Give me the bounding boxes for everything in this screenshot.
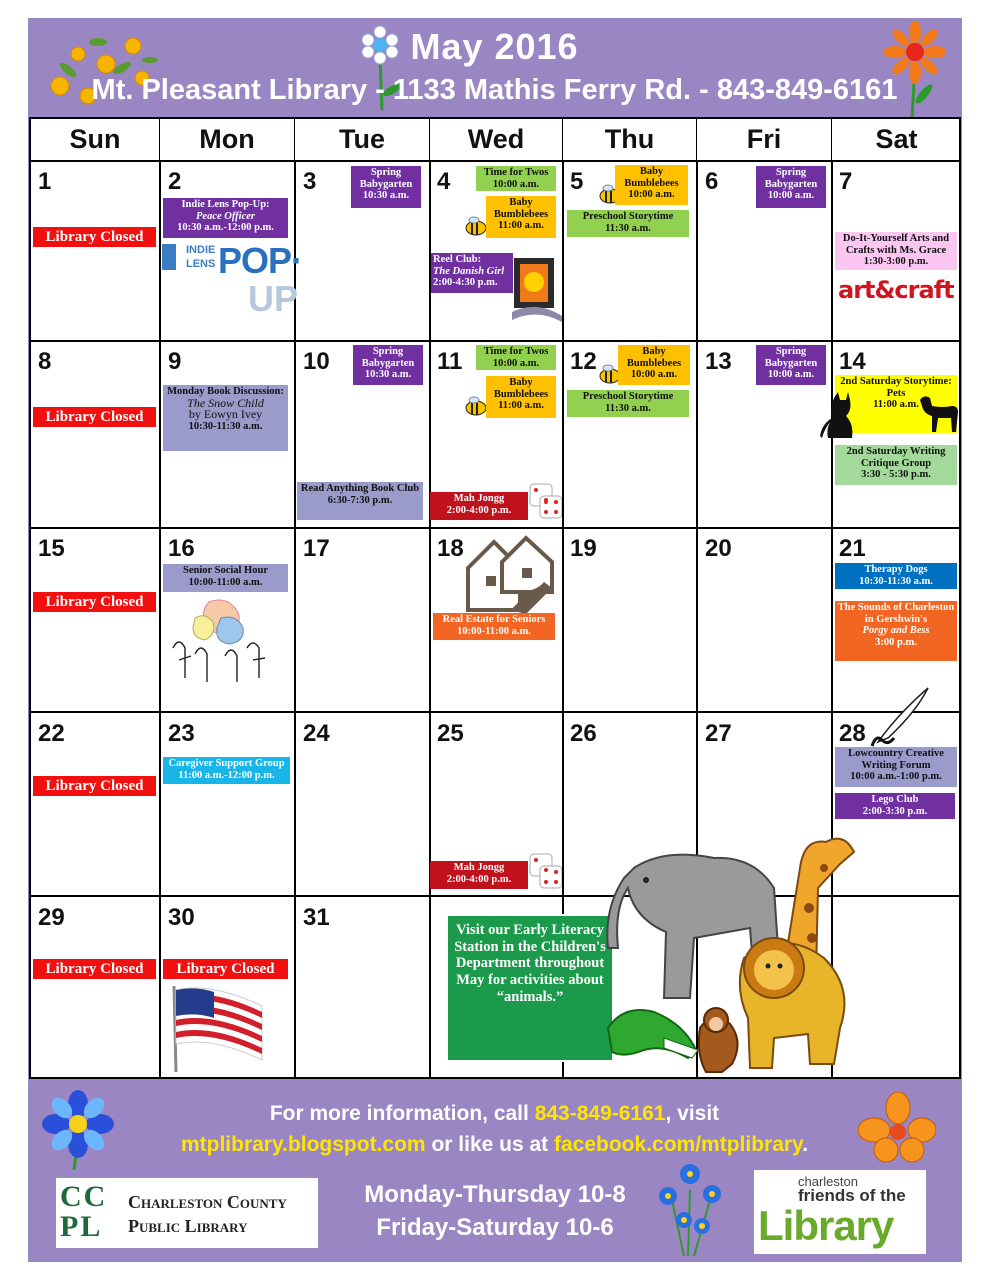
weekday-header bbox=[31, 119, 959, 162]
event-time: 1:30-3:00 p.m. bbox=[863, 256, 929, 267]
event-time: 6:30-7:30 p.m. bbox=[327, 494, 393, 506]
hours-weekend: Friday-Saturday 10-6 bbox=[376, 1214, 614, 1241]
event-mah-jongg bbox=[430, 492, 528, 520]
art-craft-logo: art&craft bbox=[838, 276, 954, 304]
event-title: Real Estate for Seniors bbox=[442, 614, 546, 625]
event-caregiver-support bbox=[163, 757, 290, 784]
event-title: Spring Babygarten bbox=[361, 346, 415, 369]
grid-line bbox=[429, 160, 431, 1079]
weekday-sun: Sun bbox=[31, 119, 160, 160]
event-time: 10:00 a.m. bbox=[492, 178, 540, 190]
event-time: 11:00 a.m.-12:00 p.m. bbox=[178, 769, 275, 781]
event-time: 11:00 a.m. bbox=[873, 399, 919, 410]
event-title: Spring Babygarten bbox=[359, 167, 413, 190]
info-text: or like us at bbox=[425, 1133, 554, 1156]
ccpl-mark: CCPL bbox=[60, 1180, 108, 1243]
event-title: Therapy Dogs bbox=[864, 564, 928, 575]
grid-line bbox=[159, 160, 161, 1079]
event-title: Baby Bumblebees bbox=[493, 377, 549, 400]
event-film: The Danish Girl bbox=[433, 265, 505, 277]
event-time: 10:30 a.m. bbox=[362, 190, 410, 201]
event-title: Mah Jongg bbox=[453, 862, 505, 873]
ccpl-name: Public Library bbox=[128, 1216, 248, 1236]
ccpl-logo bbox=[56, 1178, 318, 1248]
event-time: 11:30 a.m. bbox=[605, 222, 651, 234]
event-film: Peace Officer bbox=[196, 210, 255, 222]
date-16: 16 bbox=[168, 535, 195, 562]
event-lego-club bbox=[835, 793, 955, 819]
people-talking-icon bbox=[165, 598, 275, 686]
quill-icon bbox=[868, 684, 934, 748]
dice-icon bbox=[528, 482, 562, 520]
date-9: 9 bbox=[168, 348, 182, 375]
event-title: Reel Club: bbox=[433, 254, 482, 265]
event-title: Lego Club bbox=[871, 794, 919, 805]
library-closed-badge: Library Closed bbox=[33, 592, 156, 612]
date-19: 19 bbox=[570, 535, 597, 562]
weekday-thu: Thu bbox=[563, 119, 697, 160]
date-20: 20 bbox=[705, 535, 732, 562]
event-lowcountry-writing-forum bbox=[835, 747, 957, 787]
date-29: 29 bbox=[38, 904, 65, 931]
event-title: Read Anything Book Club bbox=[300, 483, 420, 494]
event-spring-babygarten bbox=[353, 345, 423, 385]
date-8: 8 bbox=[38, 348, 52, 375]
library-hours bbox=[340, 1178, 650, 1244]
event-time: 10:00 a.m.-1:00 p.m. bbox=[850, 771, 942, 782]
event-time: 10:00 a.m. bbox=[767, 190, 815, 201]
event-title: Preschool Storytime bbox=[582, 391, 674, 402]
event-time: 10:30-11:30 a.m. bbox=[859, 575, 933, 587]
event-baby-bumblebees bbox=[615, 165, 688, 205]
grid-line bbox=[31, 711, 959, 713]
event-time: 2:00-4:30 p.m. bbox=[433, 277, 498, 288]
date-6: 6 bbox=[705, 168, 719, 195]
event-title: Time for Twos bbox=[483, 346, 549, 357]
weekday-wed: Wed bbox=[430, 119, 563, 160]
event-title: Caregiver Support Group bbox=[168, 758, 285, 769]
event-baby-bumblebees bbox=[486, 196, 556, 238]
event-time: 10:00 a.m. bbox=[630, 369, 678, 380]
indie-logo-text: INDIE bbox=[186, 244, 216, 256]
contact-info bbox=[0, 1098, 989, 1160]
indie-logo-text: UP bbox=[248, 278, 299, 319]
event-baby-bumblebees bbox=[486, 376, 556, 418]
event-title: Spring Babygarten bbox=[764, 346, 818, 369]
event-time: 2:00-4:00 p.m. bbox=[446, 504, 512, 516]
event-spring-babygarten bbox=[351, 166, 421, 208]
event-time: 10:00 a.m. bbox=[628, 189, 675, 200]
event-title: Mah Jongg bbox=[453, 493, 505, 504]
date-25: 25 bbox=[437, 720, 464, 747]
date-24: 24 bbox=[303, 720, 330, 747]
library-closed-badge: Library Closed bbox=[33, 776, 156, 796]
event-title: 2nd Saturday Writing Critique Group bbox=[846, 446, 946, 469]
hours-weekday: Monday-Thursday 10-8 bbox=[364, 1181, 626, 1208]
event-time: 11:00 a.m. bbox=[498, 400, 544, 411]
event-time: 10:30 a.m. bbox=[364, 369, 412, 380]
event-read-anything-book-club bbox=[297, 482, 423, 520]
event-time: 10:00-11:00 a.m. bbox=[188, 576, 263, 588]
event-monday-book-discussion bbox=[163, 385, 288, 451]
phone-link[interactable]: 843-849-6161 bbox=[534, 1102, 666, 1125]
date-26: 26 bbox=[570, 720, 597, 747]
event-subtitle: Porgy and Bess bbox=[862, 625, 930, 636]
blog-link[interactable]: mtplibrary.blogspot.com bbox=[180, 1133, 426, 1156]
early-literacy-note: Visit our Early Literacy Station in the Children's Department throughout May for activities about “animals.” bbox=[446, 914, 614, 1062]
event-title: The Sounds of Charleston in Gershwin's bbox=[837, 602, 955, 625]
library-closed-badge: Library Closed bbox=[33, 407, 156, 427]
facebook-link[interactable]: facebook.com/mtplibrary bbox=[554, 1133, 803, 1156]
event-reel-club bbox=[431, 253, 513, 293]
date-30: 30 bbox=[168, 904, 195, 931]
date-12: 12 bbox=[570, 348, 597, 375]
event-title: Monday Book Discussion: bbox=[167, 386, 284, 397]
flag-icon bbox=[162, 982, 266, 1074]
date-13: 13 bbox=[705, 348, 732, 375]
indie-logo-text: POP· bbox=[218, 240, 303, 281]
event-indie-lens bbox=[163, 198, 288, 238]
event-therapy-dogs bbox=[835, 563, 957, 589]
date-17: 17 bbox=[303, 535, 330, 562]
indie-lens-logo bbox=[162, 240, 303, 320]
library-closed-badge: Library Closed bbox=[33, 959, 156, 979]
library-closed-badge: Library Closed bbox=[33, 227, 156, 247]
date-28: 28 bbox=[839, 720, 866, 747]
event-book: The Snow Child bbox=[187, 395, 264, 410]
event-subtitle: Pets bbox=[886, 387, 906, 399]
dice-icon bbox=[528, 852, 562, 890]
event-preschool-storytime bbox=[567, 390, 689, 417]
date-5: 5 bbox=[570, 168, 584, 195]
film-icon bbox=[512, 256, 562, 324]
date-1: 1 bbox=[38, 168, 52, 195]
event-mah-jongg bbox=[430, 861, 528, 889]
grid-line bbox=[31, 527, 959, 529]
ccpl-name: Charleston County bbox=[128, 1192, 287, 1212]
event-writing-critique-group bbox=[835, 445, 957, 485]
event-time: 10:30 a.m.-12:00 p.m. bbox=[177, 222, 274, 233]
event-author: by Eowyn Ivey bbox=[188, 407, 263, 421]
indie-logo-text: LENS bbox=[186, 258, 216, 270]
info-text: For more information, call bbox=[269, 1102, 535, 1125]
event-time: 10:00 a.m. bbox=[767, 369, 815, 380]
date-4: 4 bbox=[437, 168, 451, 195]
weekday-sat: Sat bbox=[875, 124, 918, 154]
date-18: 18 bbox=[437, 535, 464, 562]
page-title: May 2016 bbox=[410, 26, 579, 67]
library-closed-badge: Library Closed bbox=[163, 959, 288, 979]
blue-wildflowers-icon bbox=[654, 1160, 726, 1256]
event-title: Preschool Storytime bbox=[582, 211, 674, 222]
date-11: 11 bbox=[437, 348, 463, 375]
date-14: 14 bbox=[839, 348, 866, 375]
event-title: Senior Social Hour bbox=[183, 565, 268, 576]
event-title: Time for Twos bbox=[483, 167, 549, 178]
weekday-fri: Fri bbox=[697, 119, 832, 160]
bee-icon bbox=[462, 216, 488, 236]
event-time: 2:00-4:00 p.m. bbox=[446, 873, 512, 885]
event-title: Baby Bumblebees bbox=[624, 166, 679, 189]
date-23: 23 bbox=[168, 720, 195, 747]
animals-illustration bbox=[604, 828, 866, 1082]
event-title: Do-It-Yourself Arts and Crafts with Ms. Grace bbox=[842, 233, 950, 256]
date-22: 22 bbox=[38, 720, 65, 747]
event-title: Lowcountry Creative Writing Forum bbox=[848, 748, 944, 771]
bee-icon bbox=[462, 396, 488, 416]
event-baby-bumblebees bbox=[618, 345, 690, 385]
date-21: 21 bbox=[839, 535, 866, 562]
event-preschool-storytime bbox=[567, 210, 689, 237]
cat-icon bbox=[820, 390, 860, 442]
event-time: 11:00 a.m. bbox=[498, 220, 544, 231]
date-31: 31 bbox=[303, 904, 330, 931]
event-sounds-of-charleston bbox=[835, 601, 957, 661]
event-time: 3:30 - 5:30 p.m. bbox=[861, 469, 931, 480]
date-27: 27 bbox=[705, 720, 732, 747]
date-15: 15 bbox=[38, 535, 65, 562]
event-time: 2:00-3:30 p.m. bbox=[862, 805, 928, 817]
event-title: Baby Bumblebees bbox=[626, 346, 682, 369]
fol-text: Library bbox=[758, 1202, 894, 1249]
event-time: 11:30 a.m. bbox=[605, 402, 651, 414]
event-time: 10:30-11:30 a.m. bbox=[188, 420, 263, 432]
dog-icon bbox=[916, 392, 960, 436]
event-title: Indie Lens Pop-Up: bbox=[181, 199, 270, 210]
event-time: 10:00-11:00 a.m. bbox=[457, 625, 531, 637]
grid-line bbox=[31, 340, 959, 342]
event-title: 2nd Saturday Storytime: bbox=[840, 376, 952, 387]
fol-text: charleston bbox=[798, 1174, 858, 1189]
friends-of-library-logo bbox=[754, 1170, 926, 1254]
info-text: , visit bbox=[665, 1102, 720, 1125]
event-title: Spring Babygarten bbox=[764, 167, 818, 190]
info-text: . bbox=[802, 1133, 809, 1156]
library-address: Mt. Pleasant Library - 1133 Mathis Ferry Rd. - 843-849-6161 bbox=[91, 74, 898, 106]
event-time: 10:00 a.m. bbox=[492, 357, 540, 369]
event-time-for-twos bbox=[476, 345, 556, 370]
event-title: Baby Bumblebees bbox=[493, 197, 549, 220]
event-senior-social-hour bbox=[163, 564, 288, 592]
event-diy-arts-crafts bbox=[835, 232, 957, 270]
date-2: 2 bbox=[168, 168, 182, 195]
weekday-tue: Tue bbox=[295, 119, 430, 160]
date-3: 3 bbox=[303, 168, 317, 195]
date-7: 7 bbox=[839, 168, 853, 195]
date-10: 10 bbox=[303, 348, 330, 375]
fol-text: friends of the bbox=[798, 1186, 906, 1205]
event-real-estate-seniors bbox=[433, 613, 555, 640]
house-icon bbox=[466, 532, 556, 614]
event-time-for-twos bbox=[476, 166, 556, 191]
event-spring-babygarten bbox=[756, 166, 826, 208]
event-spring-babygarten bbox=[756, 345, 826, 385]
weekday-mon: Mon bbox=[160, 119, 295, 160]
event-time: 3:00 p.m. bbox=[875, 636, 917, 648]
